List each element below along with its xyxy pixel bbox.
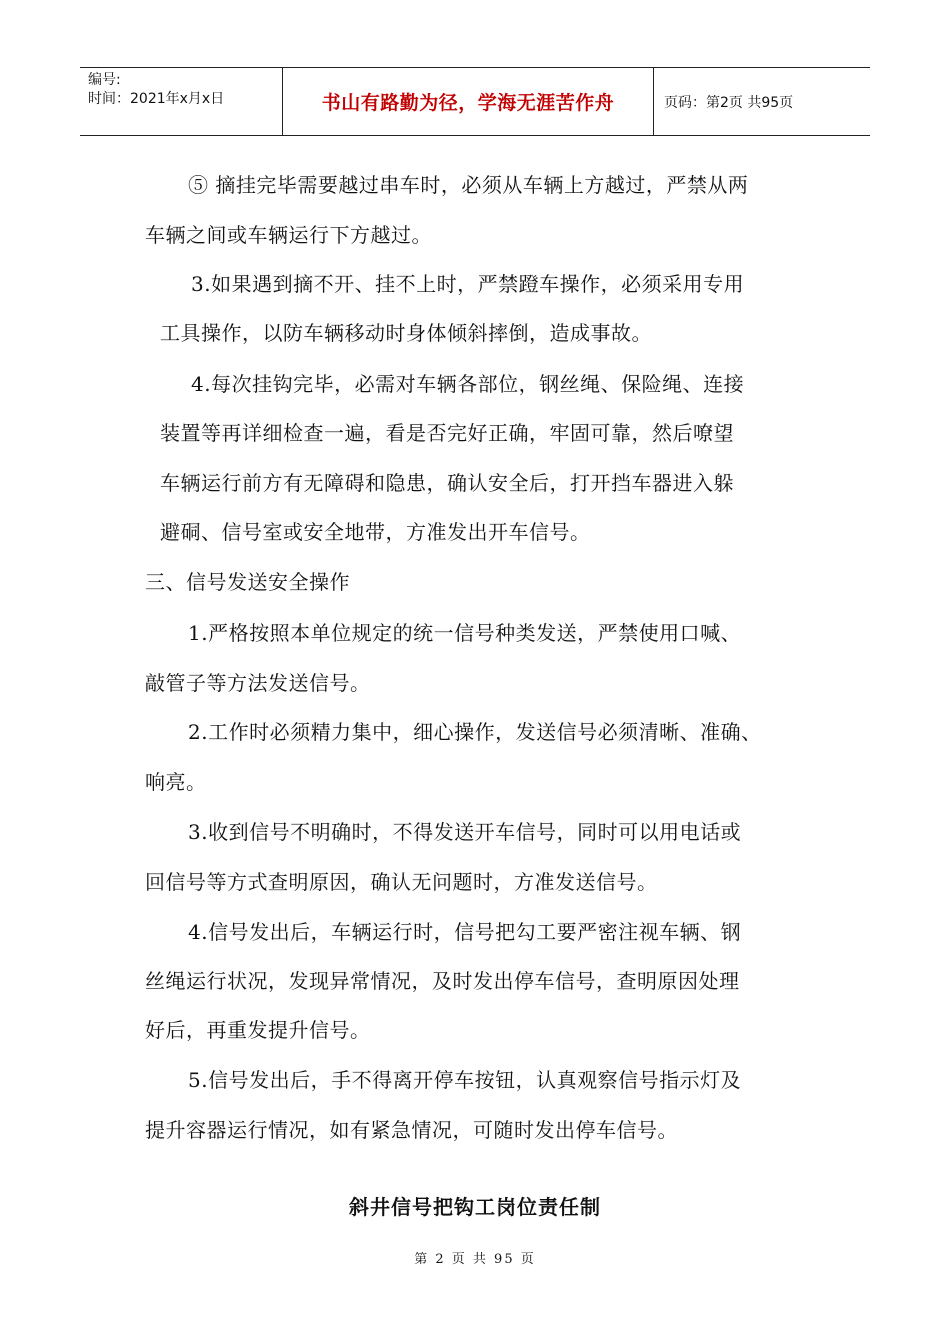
header-meta: [80, 68, 283, 135]
number-label: 编号:: [88, 72, 121, 88]
body-line: 车辆之间或车辆运行下方越过。: [145, 223, 432, 247]
header-motto: 书山有路勤为径，学海无涯苦作舟: [321, 92, 615, 114]
body-line: ⑤ 摘挂完毕需要越过串车时，必须从车辆上方越过，严禁从两: [188, 173, 749, 197]
body-line: 避硐、信号室或安全地带，方准发出开车信号。: [160, 520, 591, 544]
body-line: 4.信号发出后，车辆运行时，信号把勾工要严密注视车辆、钢: [188, 920, 742, 944]
body-line: 3.如果遇到摘不开、挂不上时，严禁蹬车操作，必须采用专用: [191, 272, 745, 296]
body-line: 回信号等方式查明原因，确认无问题时，方准发送信号。: [145, 870, 658, 894]
body-line: 2.工作时必须精力集中，细心操作，发送信号必须清晰、准确、: [188, 720, 762, 744]
header-page-info: 页码：第2页 共95页: [664, 94, 794, 111]
document-title: 斜井信号把钩工岗位责任制: [349, 1195, 601, 1219]
page-footer: 第 2 页 共 95 页: [414, 1252, 536, 1267]
body-line: 提升容器运行情况，如有紧急情况，可随时发出停车信号。: [145, 1118, 678, 1142]
body-line: 4.每次挂钩完毕，必需对车辆各部位，钢丝绳、保险绳、连接: [191, 372, 745, 396]
body-line: 响亮。: [145, 770, 207, 794]
body-line: 1.严格按照本单位规定的统一信号种类发送，严禁使用口喊、: [188, 621, 742, 645]
header-motto-cell: [283, 68, 654, 135]
body-line: 车辆运行前方有无障碍和隐患，确认安全后，打开挡车器进入躲: [160, 471, 734, 495]
time-label: 时间：2021年x月x日: [88, 91, 225, 107]
body-line: 3.收到信号不明确时，不得发送开车信号，同时可以用电话或: [188, 820, 742, 844]
body-line: 装置等再详细检查一遍，看是否完好正确，牢固可靠，然后嘹望: [160, 421, 734, 445]
body-line: 好后，再重发提升信号。: [145, 1018, 371, 1042]
body-line: 丝绳运行状况，发现异常情况，及时发出停车信号，查明原因处理: [145, 969, 740, 993]
section-heading: 三、信号发送安全操作: [145, 570, 350, 594]
body-line: 工具操作，以防车辆移动时身体倾斜摔倒，造成事故。: [160, 321, 652, 345]
page-header: [80, 67, 870, 136]
body-line: 敲管子等方法发送信号。: [145, 671, 371, 695]
body-line: 5.信号发出后，手不得离开停车按钮，认真观察信号指示灯及: [188, 1068, 742, 1092]
